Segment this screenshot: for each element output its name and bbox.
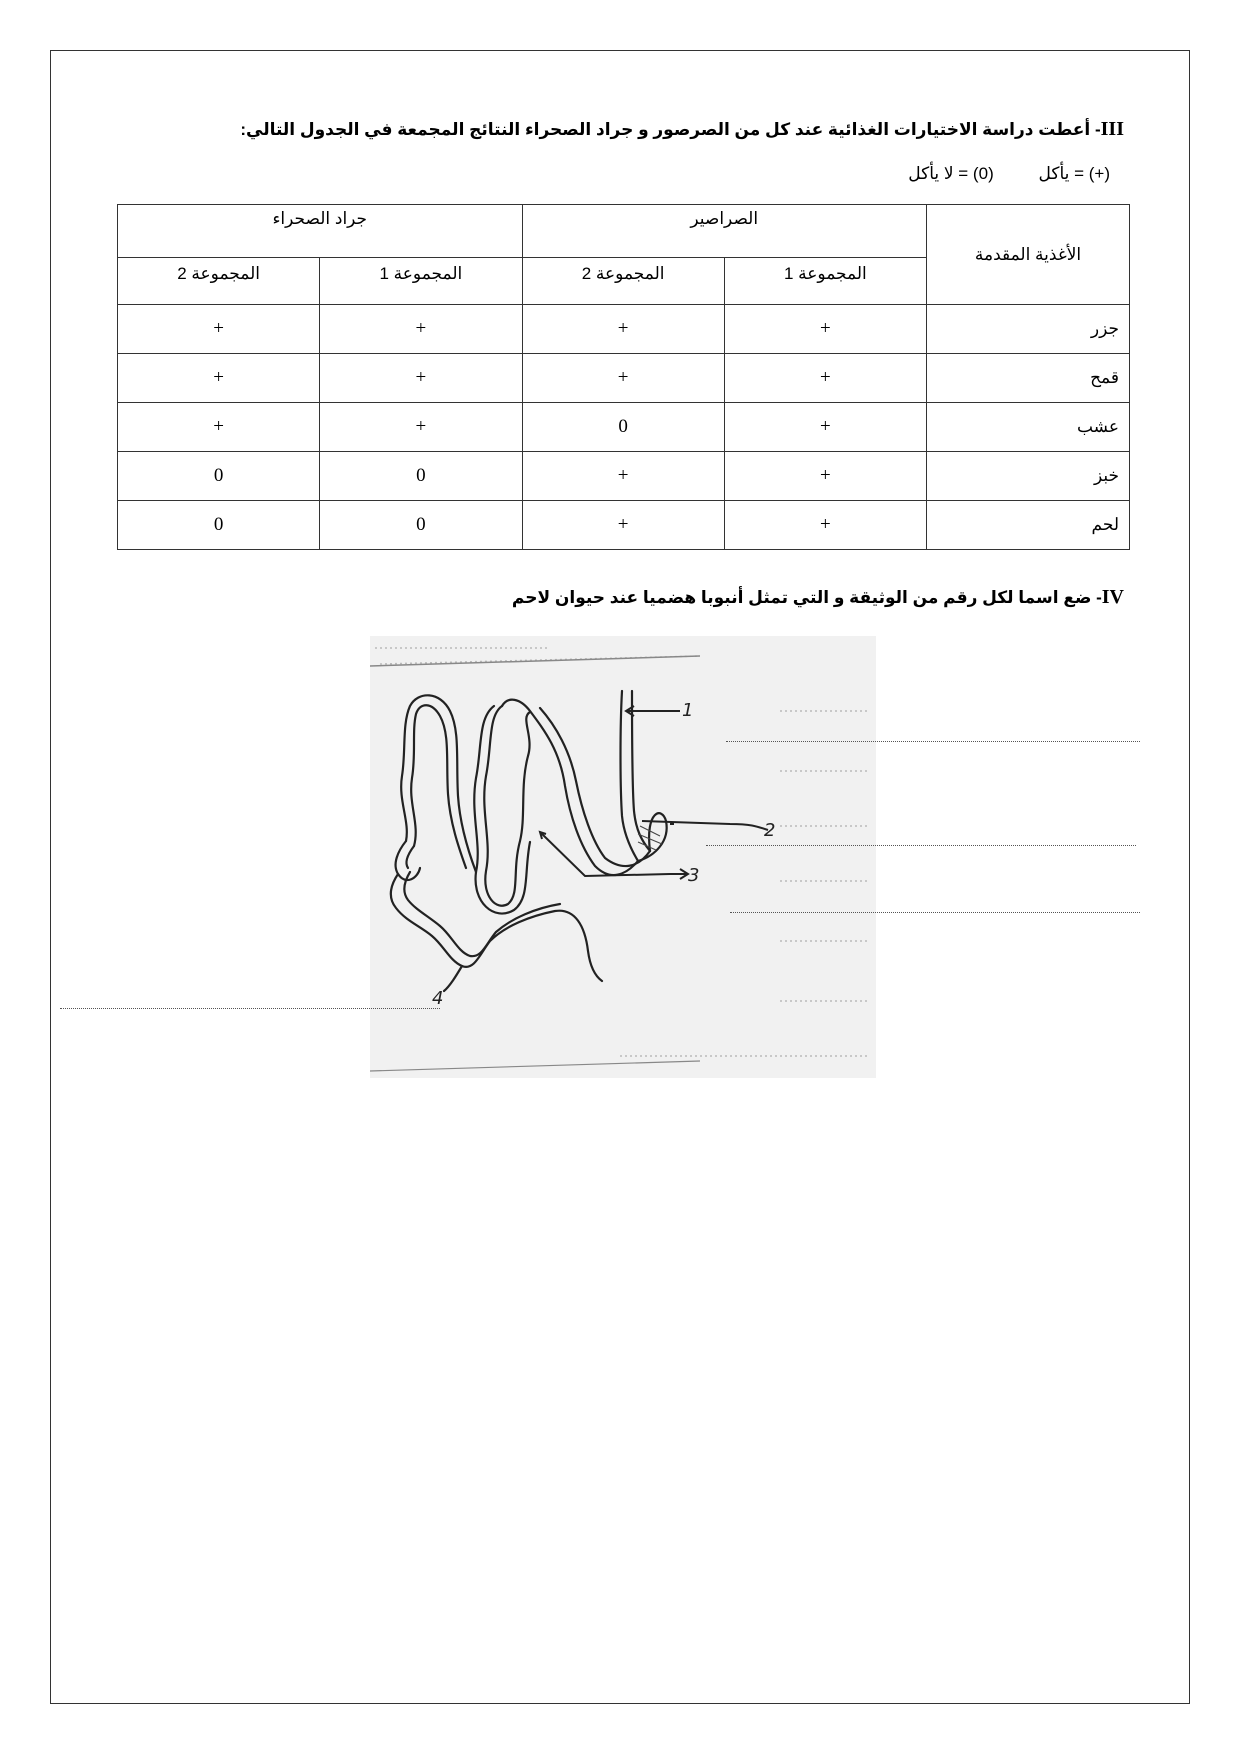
question-4-text: - ضع اسما لكل رقم من الوثيقة و التي تمثل أنبوبا هضميا عند حيوان لاحم <box>511 588 1102 607</box>
answer-line-3[interactable] <box>730 912 1140 913</box>
answer-line-2[interactable] <box>706 845 1136 846</box>
question-3-number: III <box>1100 118 1124 140</box>
result-cell: 0 <box>320 501 522 550</box>
result-cell: 0 <box>522 403 724 452</box>
answer-line-1[interactable] <box>726 741 1140 742</box>
group-header-locust: جراد الصحراء <box>118 205 523 258</box>
food-header: الأغذية المقدمة <box>927 205 1130 305</box>
result-cell: + <box>724 354 926 403</box>
diagram-label-3: 3 <box>688 865 700 886</box>
result-cell: + <box>118 354 320 403</box>
food-cell: خبز <box>927 452 1130 501</box>
legend-plus: (+) = يأكل <box>1038 164 1110 183</box>
question-3-title <box>124 118 1124 141</box>
food-cell: جزر <box>927 305 1130 354</box>
subheader-cockroach-group-2: المجموعة 2 <box>522 258 724 305</box>
result-cell: + <box>320 305 522 354</box>
result-cell: + <box>724 305 926 354</box>
question-4-number: IV <box>1101 586 1124 608</box>
diagram-label-2: 2 <box>764 820 776 841</box>
subheader-cockroach-group-1: المجموعة 1 <box>724 258 926 305</box>
result-cell: + <box>522 354 724 403</box>
answer-line-4[interactable] <box>60 1008 440 1009</box>
food-cell: عشب <box>927 403 1130 452</box>
food-choice-table <box>117 204 1130 550</box>
food-cell: قمح <box>927 354 1130 403</box>
diagram-label-4: 4 <box>432 988 444 1009</box>
question-4-title <box>512 586 1124 609</box>
digestive-tube-diagram <box>370 636 876 1078</box>
result-cell: + <box>320 354 522 403</box>
group-header-cockroaches: الصراصير <box>522 205 927 258</box>
subheader-locust-group-1: المجموعة 1 <box>320 258 522 305</box>
result-cell: + <box>724 452 926 501</box>
table-row <box>118 354 1130 403</box>
result-cell: + <box>724 501 926 550</box>
subheader-locust-group-2: المجموعة 2 <box>118 258 320 305</box>
table-row <box>118 403 1130 452</box>
result-cell: + <box>522 305 724 354</box>
result-cell: + <box>320 403 522 452</box>
legend-zero: (0) = لا يأكل <box>908 164 994 183</box>
result-cell: + <box>522 452 724 501</box>
table-row <box>118 305 1130 354</box>
result-cell: 0 <box>118 501 320 550</box>
result-cell: + <box>118 305 320 354</box>
result-cell: + <box>522 501 724 550</box>
result-cell: + <box>118 403 320 452</box>
result-cell: 0 <box>320 452 522 501</box>
result-cell: 0 <box>118 452 320 501</box>
table-row <box>118 501 1130 550</box>
food-cell: لحم <box>927 501 1130 550</box>
question-3-text: - أعطت دراسة الاختيارات الغذائية عند كل من الصرصور و جراد الصحراء النتائج المجمعة في الجدول التالي: <box>240 120 1101 139</box>
result-cell: + <box>724 403 926 452</box>
legend <box>908 164 1110 184</box>
diagram-label-1: 1 <box>682 700 694 721</box>
table-row <box>118 452 1130 501</box>
